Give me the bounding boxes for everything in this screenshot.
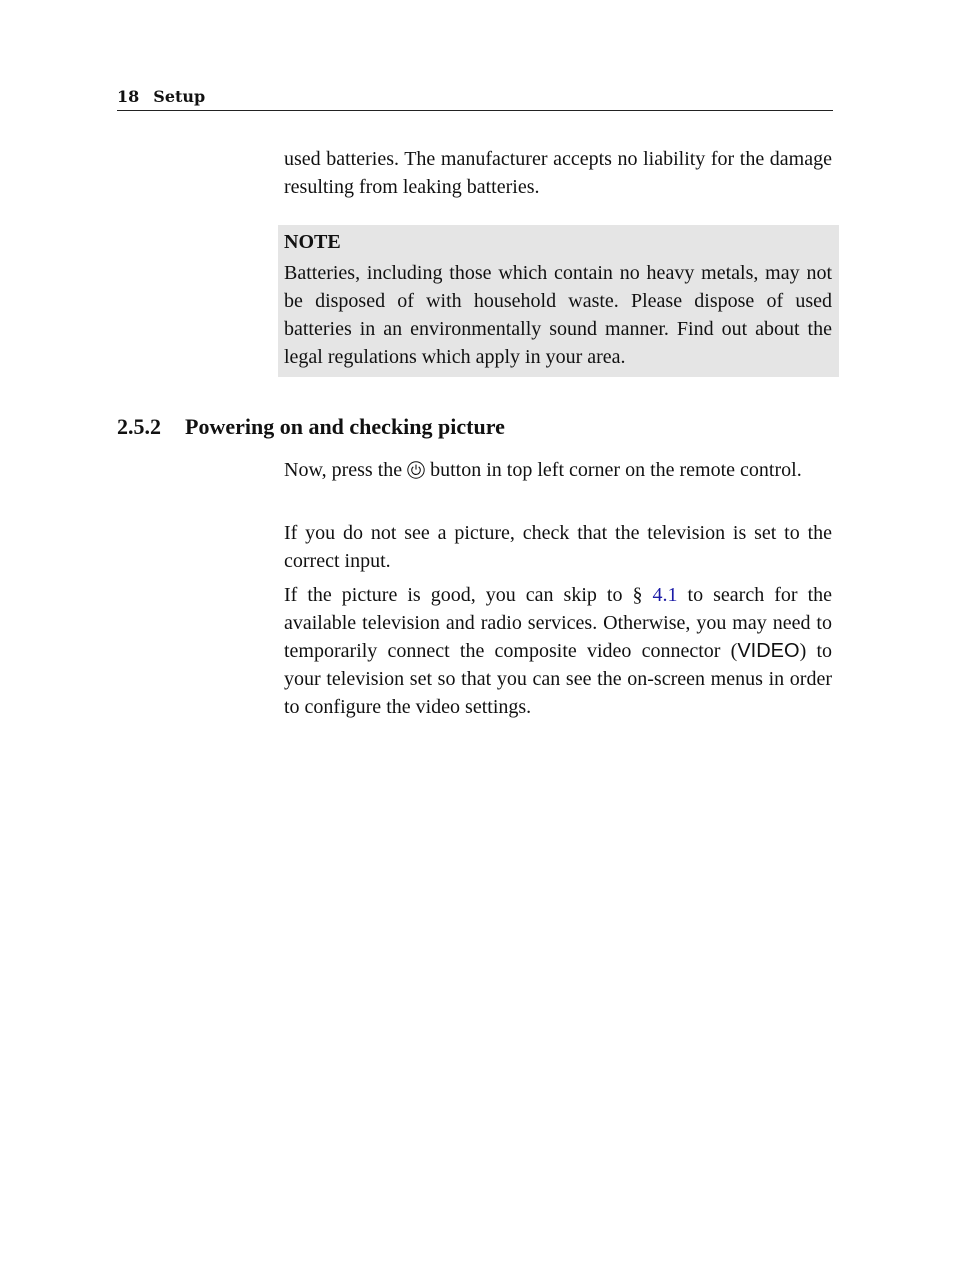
page-number: 18 xyxy=(117,87,140,106)
para3-text-after: ) to your television set so that you can see the on-screen menus in order to configure the video settings. xyxy=(284,640,833,718)
video-connector-label: VIDEO xyxy=(737,640,800,662)
para1-text-before: Now, press the xyxy=(284,459,403,481)
chapter-title: Setup xyxy=(153,87,206,106)
para3-text-before: If the picture is good, you can skip to § xyxy=(284,584,643,606)
para1-text-after: button in top left corner on the remote control. xyxy=(430,459,802,481)
paragraph-skip xyxy=(284,581,832,721)
intro-paragraph: used batteries. The manufacturer accepts no liability for the damage resulting from leaking batteries. xyxy=(284,148,832,198)
section-title: Powering on and checking picture xyxy=(185,414,505,439)
paragraph-check-input: If you do not see a picture, check that the television is set to the correct input. xyxy=(284,522,832,572)
power-icon xyxy=(407,459,425,477)
note-title: NOTE xyxy=(284,231,341,253)
para3-text-middle: to search for the available television and radio services. Otherwise, you may need to temporarily connect the composite video connector ( xyxy=(284,584,833,662)
section-link-4-1[interactable]: 4.1 xyxy=(652,584,678,606)
paragraph-power-on xyxy=(284,456,832,484)
running-header xyxy=(117,86,833,111)
note-text: Batteries, including those which contain no heavy metals, may not be disposed of with household waste. Please dispose of used batteries in an environmentally sound manner. Find out about the legal regulations which apply in your area. xyxy=(284,262,832,368)
section-number: 2.5.2 xyxy=(117,414,161,439)
note-box xyxy=(278,225,839,377)
section-heading xyxy=(117,412,505,442)
